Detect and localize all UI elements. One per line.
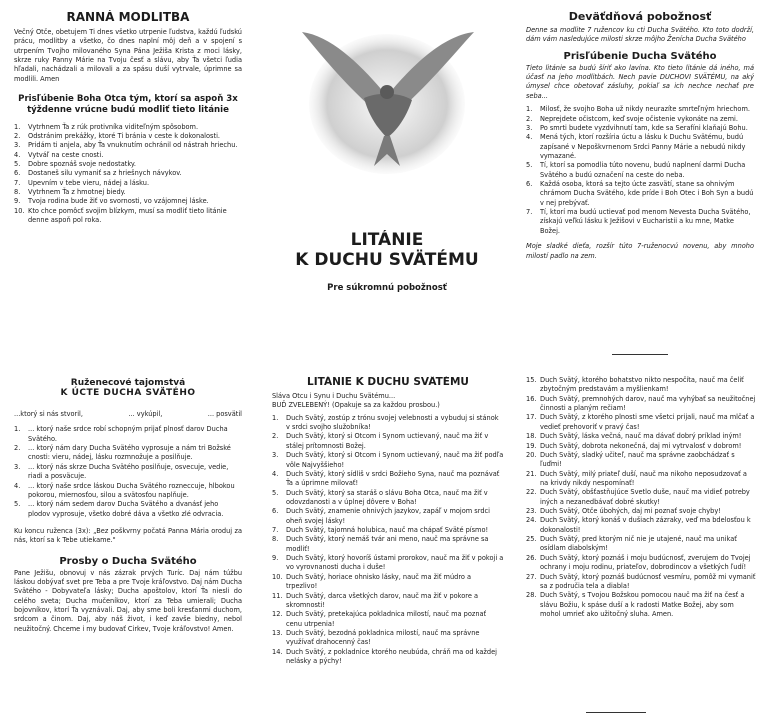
litany-list-a bbox=[272, 414, 504, 667]
list-text: ... ktorý naše srdce láskou Ducha Svätého rozneccuje, hlbokou pokorou, miernosťou, silou a svätosťou naplňuje. bbox=[28, 481, 235, 499]
list-number: 24. bbox=[526, 516, 537, 525]
litany-item bbox=[272, 432, 504, 451]
list-number: 5. bbox=[526, 161, 533, 170]
list-text: ... ktorý naše srdce robí schopným prijať plnosť darov Ducha Svätého. bbox=[28, 425, 228, 443]
list-text: Duch Svätý, zostúp z trónu svojej velebnosti a vybuduj si stánok v srdci svojho služobníka! bbox=[286, 413, 499, 432]
mystery-item bbox=[14, 444, 242, 463]
list-text: Duch Svätý, ktorý poznáš i moju budúcnosť, zverujem do Tvojej ochrany i moju rodinu, priateľov, dobrodincov a všetkých ľudí! bbox=[540, 553, 751, 572]
rosary-line-b: ... vykúpil, bbox=[128, 410, 163, 418]
list-text: Tí, ktorí sa pomodlia túto novenu, budú naplnení darmi Ducha Svätého a budú označení na ceste do neba. bbox=[540, 161, 746, 179]
list-number: 11. bbox=[272, 591, 283, 600]
list-text: Po smrti budete vyzdvihnutí tam, kde sa Serafíni klaňajú Bohu. bbox=[540, 123, 748, 132]
litany-item bbox=[272, 573, 504, 592]
list-number: 4. bbox=[14, 150, 21, 159]
father-promises-list bbox=[14, 123, 242, 226]
list-number: 9. bbox=[14, 197, 21, 206]
list-number: 18. bbox=[526, 432, 537, 441]
panel-litany-a bbox=[272, 376, 504, 724]
cover-title-line2: K DUCHU SVÄTÉMU bbox=[295, 250, 479, 271]
list-text: Vytváľ na ceste cnosti. bbox=[28, 150, 104, 159]
list-number: 22. bbox=[526, 488, 537, 497]
list-number: 6. bbox=[14, 169, 21, 178]
list-number: 1. bbox=[14, 122, 21, 131]
list-text: Duch Svätý, horiace ohnisko lásky, nauč ma žiť múdro a trpezlivo! bbox=[286, 572, 472, 591]
list-number: 4. bbox=[526, 133, 533, 142]
litany-item bbox=[526, 395, 756, 414]
list-text: Duch Svätý, sladký učiteľ, nauč ma správne zaobchádzať s ľuďmi! bbox=[540, 450, 735, 469]
rosary-intro-line bbox=[14, 410, 242, 419]
litany-list-b bbox=[526, 376, 756, 619]
litany-item bbox=[272, 526, 504, 535]
litany-item bbox=[272, 592, 504, 611]
list-number: 5. bbox=[14, 500, 21, 509]
litany-item bbox=[526, 535, 756, 554]
litany-item bbox=[526, 451, 756, 470]
list-text: Tí, ktorí ma budú uctievať pod menom Nevesta Ducha Svätého, získajú veľkú lásku k Ježišovi v Eucharistii a ku mne, Matke Božej. bbox=[540, 208, 751, 235]
litany-item bbox=[272, 648, 504, 667]
spirit-promise-item bbox=[526, 105, 754, 114]
list-number: 3. bbox=[272, 451, 279, 460]
spirit-promise-item bbox=[526, 161, 754, 180]
list-text: Duch Svätý, milý priateľ duší, nauč ma nikoho neposudzovať a na krivdy nikdy nespomínať! bbox=[540, 469, 747, 487]
panel-morning-prayer bbox=[14, 10, 242, 340]
list-text: Upevním v tebe vieru, nádej a lásku. bbox=[28, 178, 150, 187]
litany-item bbox=[272, 451, 504, 470]
list-text: Dobre spoznáš svoje nedostatky. bbox=[28, 159, 136, 168]
litany-item bbox=[272, 489, 504, 508]
promise-item bbox=[14, 132, 242, 141]
rosary-ending: Ku koncu ruženca (3x): „Bez poškvrny počatá Panna Mária oroduj za nás, ktorí sa k Tebe utiekame." bbox=[14, 526, 242, 545]
prosby-text: Pane Ježišu, obnovuj v nás zázrak prvých Turíc. Daj nám túžbu láskou dobývať svet pre Teba a pre Tvoje kráľovstvo. Daj nám Ducha Svätého - Dobyvateľa lásky; Ducha apoštolov, ktorí Ťa niesli do celého sveta; Ducha mučeníkov, ktorí za Teba umierali; Ducha bojovníkov, ktorí Ťa vyznávali. Daj, aby sme boli kresťanmi duchom, srdcom a činom. Daj, aby náš život, i keď zavše biedny, nebol neužitočný. Chceme i my budovať Cirkev, Tvoje kráľovstvo! Amen. bbox=[14, 568, 242, 633]
list-text: ... ktorý nám dary Ducha Svätého vyprosuje a nám tri Božské cnosti: vieru, nádej, lásku rozmnožuje a posilňuje. bbox=[28, 444, 231, 462]
dove-image bbox=[292, 26, 482, 176]
list-text: Duch Svätý, láska večná, nauč ma dávať dobrý príklad iným! bbox=[540, 432, 742, 441]
litany-item bbox=[526, 413, 756, 432]
list-text: Každá osoba, ktorá sa tejto úcte zasvätí, stane sa ohnivým chrámom Ducha Svätého, kde príde i Boh Otec i Boh Syn a budú v nej prebývať. bbox=[540, 180, 754, 207]
litany-item bbox=[526, 507, 756, 516]
morning-prayer-text: Večný Otče, obetujem Ti dnes všetko utrpenie ľudstva, každú ľudskú prácu, modlitby a všetko, čo dnes naplní môj deň a v spojení s utrpením Tvojho milovaného Syna Pána Ježiša Krista z moci lásky, skrze ruky Panny Márie na Tvoju česť a slávu, aby Ťa všetci ľudia hľadali, nachádzali a milovali a za spásu duší vytrvale, úprimne sa modlili. Amen bbox=[14, 28, 242, 83]
list-number: 17. bbox=[526, 413, 537, 422]
list-number: 15. bbox=[526, 376, 537, 384]
list-text: Duch Svätý, darca všetkých darov, nauč ma žiť v pokore a skromnosti! bbox=[286, 591, 479, 609]
litany-item bbox=[526, 432, 756, 441]
litany-item bbox=[526, 516, 756, 535]
list-text: Duch Svätý, ktorý poznáš budúcnosť vesmíru, pomôž mi vymaniť sa z područia tela a diabla! bbox=[540, 572, 756, 590]
panel-rosary bbox=[14, 378, 242, 723]
list-number: 8. bbox=[14, 188, 21, 197]
list-number: 7. bbox=[272, 526, 279, 535]
novena-intro: Denne sa modlite 7 ružencov ku cti Ducha Svätého. Kto toto dodrží, dám vám nasledujúce milosti skrze môjho Ženícha Ducha Svätého bbox=[526, 26, 754, 44]
spirit-promise-list bbox=[526, 105, 754, 236]
list-number: 12. bbox=[272, 610, 283, 619]
list-number: 2. bbox=[526, 114, 533, 123]
list-text: Vytrhnem Ťa z rúk protivníka viditeľným spôsobom. bbox=[28, 122, 199, 131]
list-number: 6. bbox=[526, 180, 533, 189]
list-text: ... ktorý nám sedem darov Ducha Svätého a dvanásť jeho plodov vyprosuje, všetko dobré dáva a všetko zlé odvracia. bbox=[28, 500, 224, 518]
list-text: Duch Svätý, tajomná holubica, nauč ma chápať Sväté písmo! bbox=[286, 526, 489, 535]
list-number: 25. bbox=[526, 535, 537, 544]
list-text: Neprejdete očistcom, keď svoje očistenie vykonáte na zemi. bbox=[540, 114, 738, 123]
list-text: Mená tých, ktorí rozšíria úctu a lásku k Duchu Svätému, budú zapísané v Nepoškvrnenom Srdci Panny Márie a nebudú nikdy vymazané. bbox=[540, 133, 746, 160]
list-number: 16. bbox=[526, 394, 537, 403]
list-number: 9. bbox=[272, 554, 279, 563]
list-text: Duch Svätý, pred ktorým nič nie je utajené, nauč ma unikať osídlam diabolským! bbox=[540, 535, 737, 553]
litany-item bbox=[272, 507, 504, 526]
morning-prayer-title: RANNÁ MODLITBA bbox=[66, 10, 190, 24]
spirit-promise-item bbox=[526, 115, 754, 124]
mystery-item bbox=[14, 482, 242, 501]
list-text: Duch Svätý, ktorý sa staráš o slávu Boha Otca, nauč ma žiť v odovzdanosti a v úplnej dôvere v Boha! bbox=[286, 488, 488, 506]
litany-item bbox=[272, 629, 504, 648]
list-text: Duch Svätý, obšťastňujúce Svetlo duše, nauč ma vidieť potreby iných a nezanedbávať dobré skutky! bbox=[540, 488, 750, 506]
divider-line-bottom bbox=[586, 712, 646, 713]
list-text: Duch Svätý, ktorý konáš v dušiach zázraky, veď ma bdelosťou k dokonalosti! bbox=[540, 516, 751, 534]
list-number: 14. bbox=[272, 647, 283, 656]
list-number: 1. bbox=[526, 105, 533, 114]
list-number: 4. bbox=[14, 481, 21, 490]
promise-item bbox=[14, 141, 242, 150]
list-number: 3. bbox=[14, 141, 21, 150]
list-number: 2. bbox=[272, 432, 279, 441]
list-text: Duch Svätý, z ktorého plnosti sme všetci prijali, nauč ma mlčať a vedieť prehovoriť v pravý čas! bbox=[540, 413, 755, 431]
list-number: 3. bbox=[14, 462, 21, 471]
mystery-item bbox=[14, 463, 242, 482]
list-number: 6. bbox=[272, 507, 279, 516]
divider-line bbox=[612, 354, 668, 355]
cover-title-line1: LITÁNIE bbox=[350, 230, 424, 250]
panel-cover-title bbox=[282, 230, 492, 320]
promise-item bbox=[14, 151, 242, 160]
list-number: 20. bbox=[526, 450, 537, 459]
list-number: 1. bbox=[272, 413, 279, 422]
spirit-promise-item bbox=[526, 208, 754, 236]
mystery-item bbox=[14, 500, 242, 519]
panel-litany-b bbox=[526, 376, 756, 724]
list-number: 10. bbox=[14, 206, 25, 215]
list-number: 21. bbox=[526, 469, 537, 478]
list-text: Duch Svätý, Otče úbohých, daj mi poznať svoje chyby! bbox=[540, 507, 721, 516]
spirit-promise-intro: Tieto litánie sa budú šíriť ako lavína. Kto tieto litánie dá iného, má účasť na jeho modlitbách. Nech pavie DUCHOVI SVÄTÉMU, na aký úmysel chce obetovať zásluhy, pokiaľ sa ich nechce nechať pre seba... bbox=[526, 63, 754, 100]
list-number: 2. bbox=[14, 131, 21, 140]
list-number: 3. bbox=[526, 123, 533, 132]
promise-item bbox=[14, 169, 242, 178]
promise-item bbox=[14, 179, 242, 188]
list-number: 4. bbox=[272, 469, 279, 478]
litany-title: LITÁNIE K DUCHU SVÄTÉMU bbox=[307, 376, 469, 388]
list-number: 13. bbox=[272, 628, 283, 637]
promise-item bbox=[14, 123, 242, 132]
list-text: Duch Svätý, ktorého bohatstvo nikto nespočíta, nauč ma čeliť zbytočným predstavám a myšlienkam! bbox=[540, 376, 744, 394]
cover-subtitle: Pre súkromnú pobožnosť bbox=[327, 282, 447, 293]
list-text: Milosť, že svojho Boha už nikdy neurazíte smrteľným hriechom. bbox=[540, 105, 750, 114]
list-text: Duch Svätý, ktorý hovoríš ústami prorokov, nauč ma žiť v pokoji a vo vyrovnanosti ducha i duše! bbox=[286, 554, 504, 572]
list-number: 26. bbox=[526, 553, 537, 562]
list-number: 2. bbox=[14, 444, 21, 453]
list-text: Tvoja rodina bude žiť vo svornosti, vo vzájomnej láske. bbox=[28, 197, 209, 206]
list-text: Duch Svätý, ktorý si Otcom i Synom uctievaný, nauč ma žiť podľa vôle Najvyššieho! bbox=[286, 451, 504, 469]
list-text: Duch Svätý, s Tvojou Božskou pomocou nauč ma žiť na česť a slávu Božiu, k spáse duší a k radosti Matke Božej, aby som mohol umrieť ako užitočný sluha. Amen. bbox=[540, 591, 745, 618]
list-number: 23. bbox=[526, 507, 537, 516]
list-number: 5. bbox=[272, 488, 279, 497]
litany-item bbox=[526, 591, 756, 619]
litany-item bbox=[272, 470, 504, 489]
list-text: Duch Svätý, z pokladnice ktorého neubúda, chráň ma od každej nelásky a pýchy! bbox=[286, 647, 497, 666]
list-number: 7. bbox=[526, 208, 533, 217]
litany-item bbox=[272, 535, 504, 554]
list-text: Duch Svätý, pretekajúca pokladnica milostí, nauč ma poznať cenu utrpenia! bbox=[286, 610, 487, 628]
spirit-promise-item bbox=[526, 124, 754, 133]
spirit-promise-item bbox=[526, 133, 754, 161]
list-text: Duch Svätý, znamenie ohnivých jazykov, zapáľ v mojom srdci oheň svojej lásky! bbox=[286, 507, 490, 525]
list-text: Duch Svätý, dobrota nekonečná, daj mi vytrvalosť v dobrom! bbox=[540, 441, 742, 450]
list-text: Pridám ti anjela, aby Ťa vnuknutím ochránil od nástrah hriechu. bbox=[28, 141, 238, 150]
promise-item bbox=[14, 207, 242, 226]
promise-item bbox=[14, 197, 242, 206]
rosary-title-line1: Ruženecové tajomstvá bbox=[70, 378, 186, 388]
litany-item bbox=[526, 573, 756, 592]
prosby-title: Prosby o Ducha Svätého bbox=[59, 555, 197, 567]
list-number: 5. bbox=[14, 159, 21, 168]
list-text: Duch Svätý, ktorý sídliš v srdci Božieho Syna, nauč ma poznávať Ťa a úprimne milovať! bbox=[286, 469, 500, 488]
spirit-promise-title: Prisľúbenie Ducha Svätého bbox=[563, 50, 717, 62]
litany-intro-1: Sláva Otcu i Synu i Duchu Svätému... bbox=[272, 392, 396, 400]
list-number: 28. bbox=[526, 591, 537, 600]
list-number: 19. bbox=[526, 441, 537, 450]
list-number: 10. bbox=[272, 572, 283, 581]
rosary-title-line2: K ÚCTE DUCHA SVÄTÉHO bbox=[60, 388, 196, 398]
litany-intro-2: BUĎ ZVELEBENÝ! (Opakuje sa za každou prosbou.) bbox=[272, 401, 440, 410]
list-text: Duch Svätý, premnohých darov, nauč ma vyhýbať sa neužitočnej činnosti a planým rečiam! bbox=[540, 394, 756, 413]
rosary-line-c: ... posvätil bbox=[207, 410, 242, 418]
novena-closing: Moje sladké dieťa, rozšír túto 7-ruženocvú novenu, aby mnoho milostí padlo na zem. bbox=[526, 242, 754, 260]
spirit-promise-item bbox=[526, 180, 754, 208]
list-number: 1. bbox=[14, 425, 21, 434]
litany-item bbox=[526, 488, 756, 507]
list-number: 8. bbox=[272, 535, 279, 544]
litany-item bbox=[272, 610, 504, 629]
rosary-mysteries-list bbox=[14, 425, 242, 519]
list-text: Duch Svätý, bezodná pokladnica milostí, nauč ma správne využívať drahocenný čas! bbox=[286, 628, 480, 647]
novena-title: Deväťdňová pobožnosť bbox=[568, 10, 712, 23]
litany-item bbox=[272, 554, 504, 573]
litany-item bbox=[272, 414, 504, 433]
litany-item bbox=[526, 376, 756, 395]
mystery-item bbox=[14, 425, 242, 444]
list-number: 27. bbox=[526, 572, 537, 581]
list-text: Duch Svätý, ktorý nemáš tvár ani meno, nauč ma správne sa modliť! bbox=[286, 535, 489, 553]
list-text: Vytrhnem Ťa z hmotnej biedy. bbox=[28, 188, 126, 197]
list-text: ... ktorý nás skrze Ducha Svätého posilňuje, osvecuje, vedie, riadi a posväcuje. bbox=[28, 462, 229, 481]
litany-item bbox=[526, 442, 756, 451]
litany-item bbox=[526, 554, 756, 573]
panel-novena bbox=[526, 10, 754, 350]
list-number: 7. bbox=[14, 178, 21, 187]
promise-item bbox=[14, 188, 242, 197]
list-text: Dostaneš silu vymaniť sa z hriešnych návykov. bbox=[28, 169, 182, 178]
list-text: Odstránim prekážky, ktoré Ti bránia v ceste k dokonalosti. bbox=[28, 131, 221, 140]
list-text: Kto chce pomôcť svojim blízkym, musí sa modliť tieto litánie denne aspoň pol roka. bbox=[28, 206, 227, 225]
father-promises-title: Prisľúbenie Boha Otca tým, ktorí sa aspoň 3x týždenne vrúcne budú modliť tieto litánie bbox=[18, 94, 238, 116]
list-text: Duch Svätý, ktorý si Otcom i Synom uctievaný, nauč ma žiť v stálej prítomnosti Božej. bbox=[286, 432, 489, 450]
promise-item bbox=[14, 160, 242, 169]
litany-item bbox=[526, 470, 756, 489]
rosary-line-a: ...ktorý si nás stvoril, bbox=[14, 410, 83, 418]
